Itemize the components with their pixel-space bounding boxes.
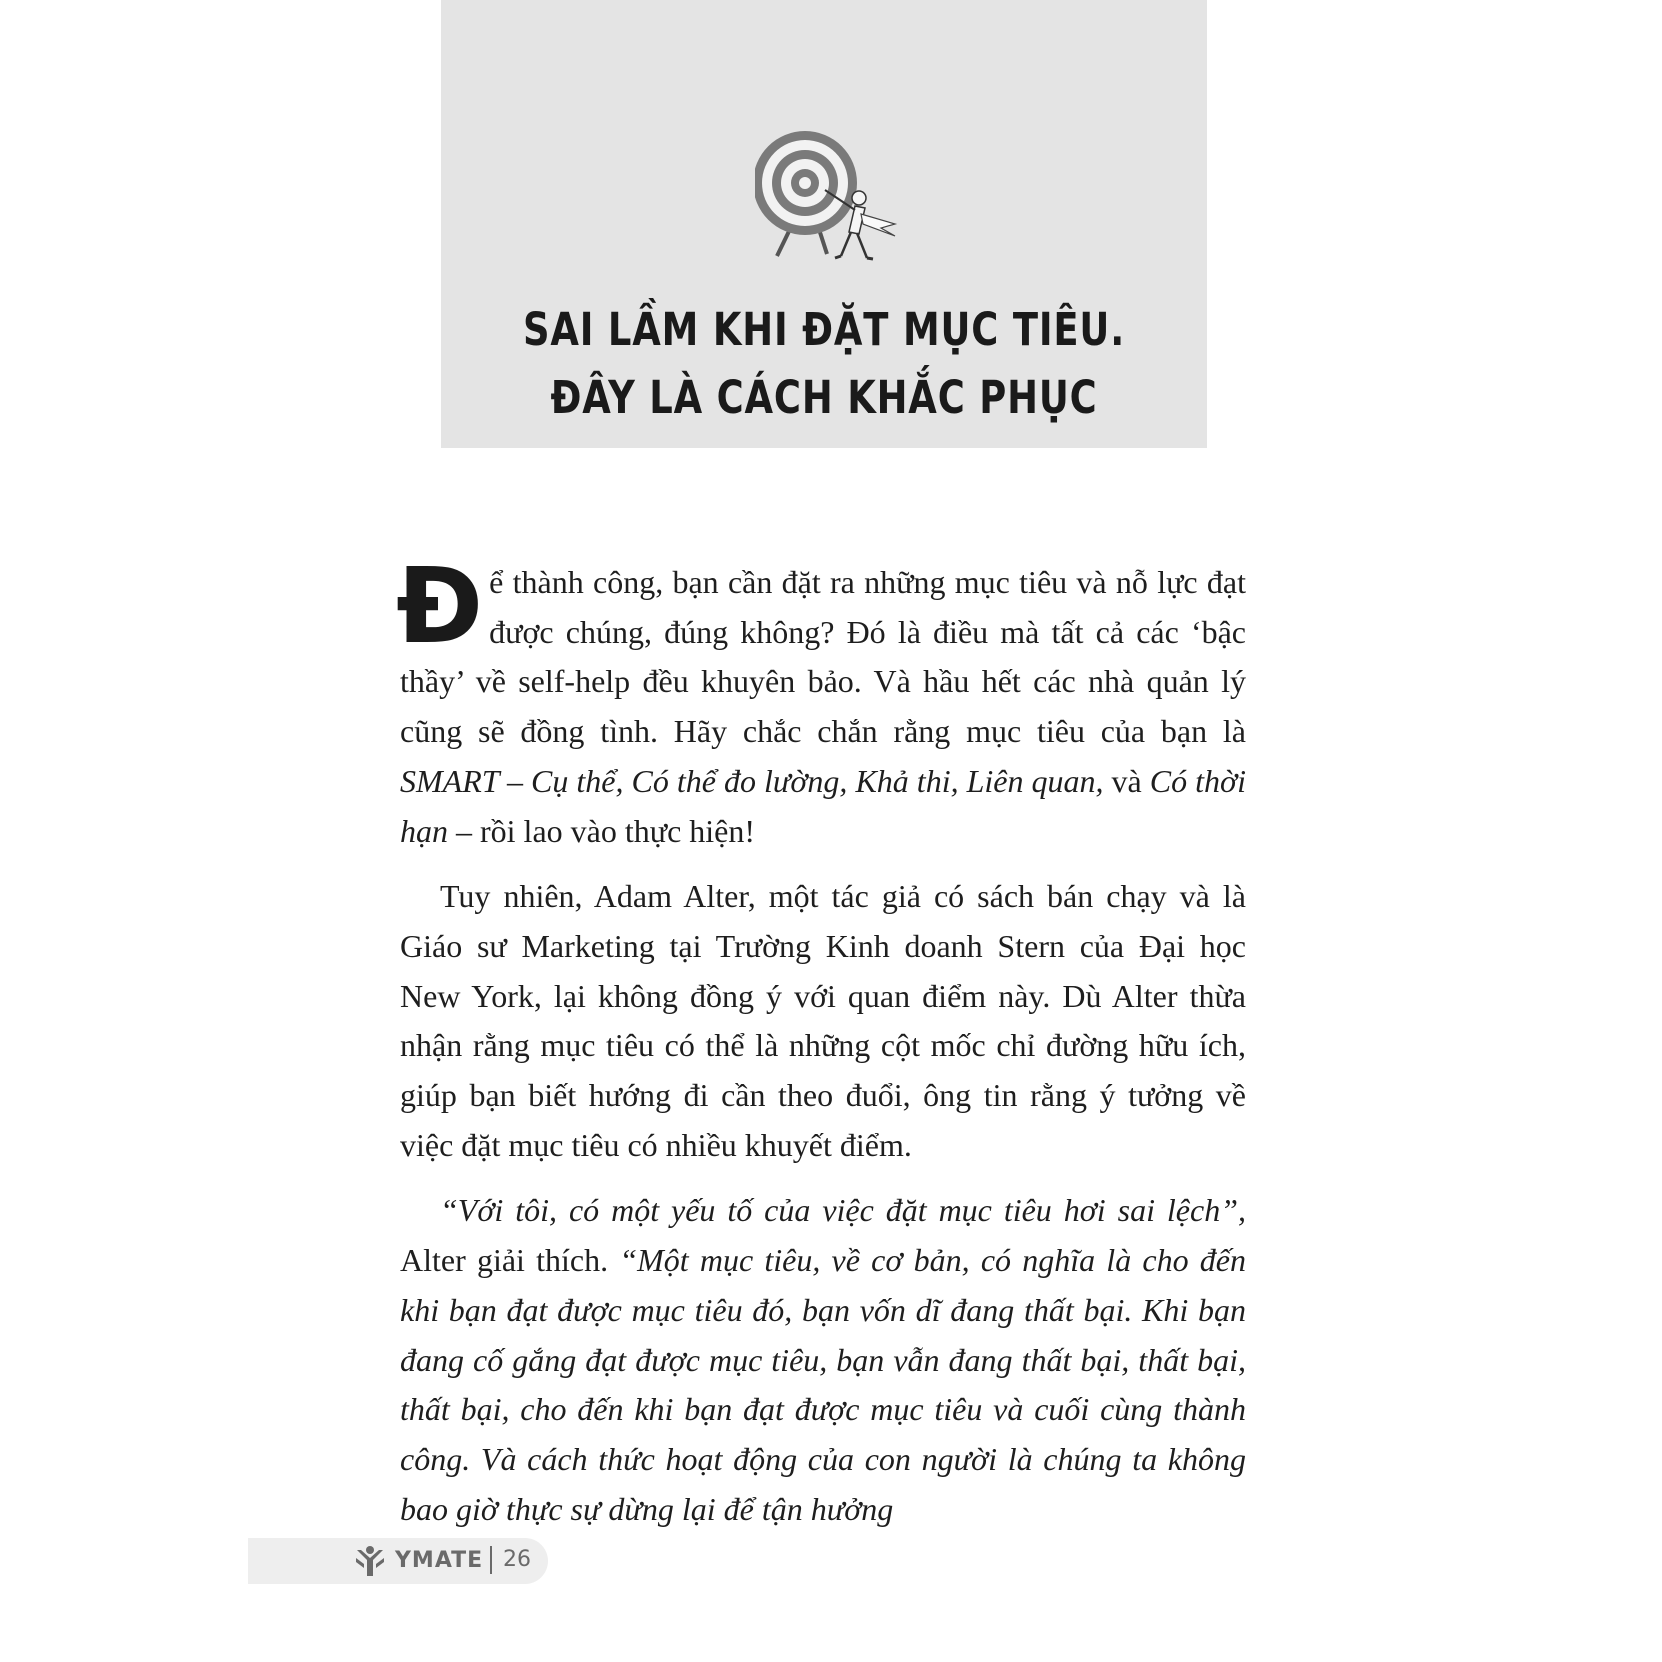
footer-divider — [490, 1546, 492, 1574]
target-with-person-icon — [755, 128, 905, 268]
page-number: 26 — [503, 1547, 531, 1572]
quote-2: “Một mục tiêu, về cơ bản, có nghĩa là cho đến khi bạn đạt được mục tiêu đó, bạn vốn dĩ đang thất bại. Khi bạn đang cố gắng đạt được mục tiêu, bạn vẫn đang thất bại, thất bại, thất bại, cho đến khi bạn đạt được mục tiêu và cuối cùng thành công. Và cách thức hoạt động của con người là chúng ta không bao giờ thực sự dừng lại để tận hưởng — [400, 1242, 1247, 1527]
paragraph-2: Tuy nhiên, Adam Alter, một tác giả có sách bán chạy và là Giáo sư Marketing tại Trường Kinh doanh Stern của Đại học New York, lại không đồng ý với quan điểm này. Dù Alter thừa nhận rằng mục tiêu có thể là những cột mốc chỉ đường hữu ích, giúp bạn biết hướng đi cần theo đuổi, ông tin rằng ý tưởng về việc đặt mục tiêu có nhiều khuyết điểm. — [400, 878, 1246, 1163]
chapter-title-line-1: SAI LẦM KHI ĐẶT MỤC TIÊU. — [522, 303, 1126, 356]
drop-cap: Đ — [396, 545, 484, 667]
time-bound-text: Có thời hạn — [400, 762, 1247, 849]
paragraph-1-ending: – rồi lao vào thực hiện! — [448, 812, 756, 849]
paragraph-3 — [400, 1186, 1246, 1534]
paragraph-1 — [396, 545, 1247, 856]
paragraph-3-text: Alter giải thích. — [400, 1242, 620, 1279]
footer-brand: YMATE — [395, 1548, 484, 1573]
article-body — [396, 545, 1247, 1550]
smart-criteria-text: SMART – Cụ thể, Có thể đo lường, Khả thi, Liên quan, — [400, 762, 1104, 799]
paragraph-1-conjunction: và — [1103, 762, 1150, 799]
quote-1: “Với tôi, có một yếu tố của việc đặt mục tiêu hơi sai lệch”, — [440, 1192, 1246, 1229]
paragraph-1-text: ể thành công, bạn cần đặt ra những mục tiêu và nỗ lực đạt được chúng, đúng không? Đó là điều mà tất cả các ‘bậc thầy’ về self-help đều khuyên bảo. Và hầu hết các nhà quản lý cũng sẽ đồng tình. Hãy chắc chắn rằng mục tiêu của bạn là — [400, 564, 1246, 750]
chapter-title — [510, 296, 1138, 432]
chapter-title-line-2: ĐÂY LÀ CÁCH KHẮC PHỤC — [550, 371, 1098, 424]
ymate-logo-icon — [354, 1544, 386, 1578]
